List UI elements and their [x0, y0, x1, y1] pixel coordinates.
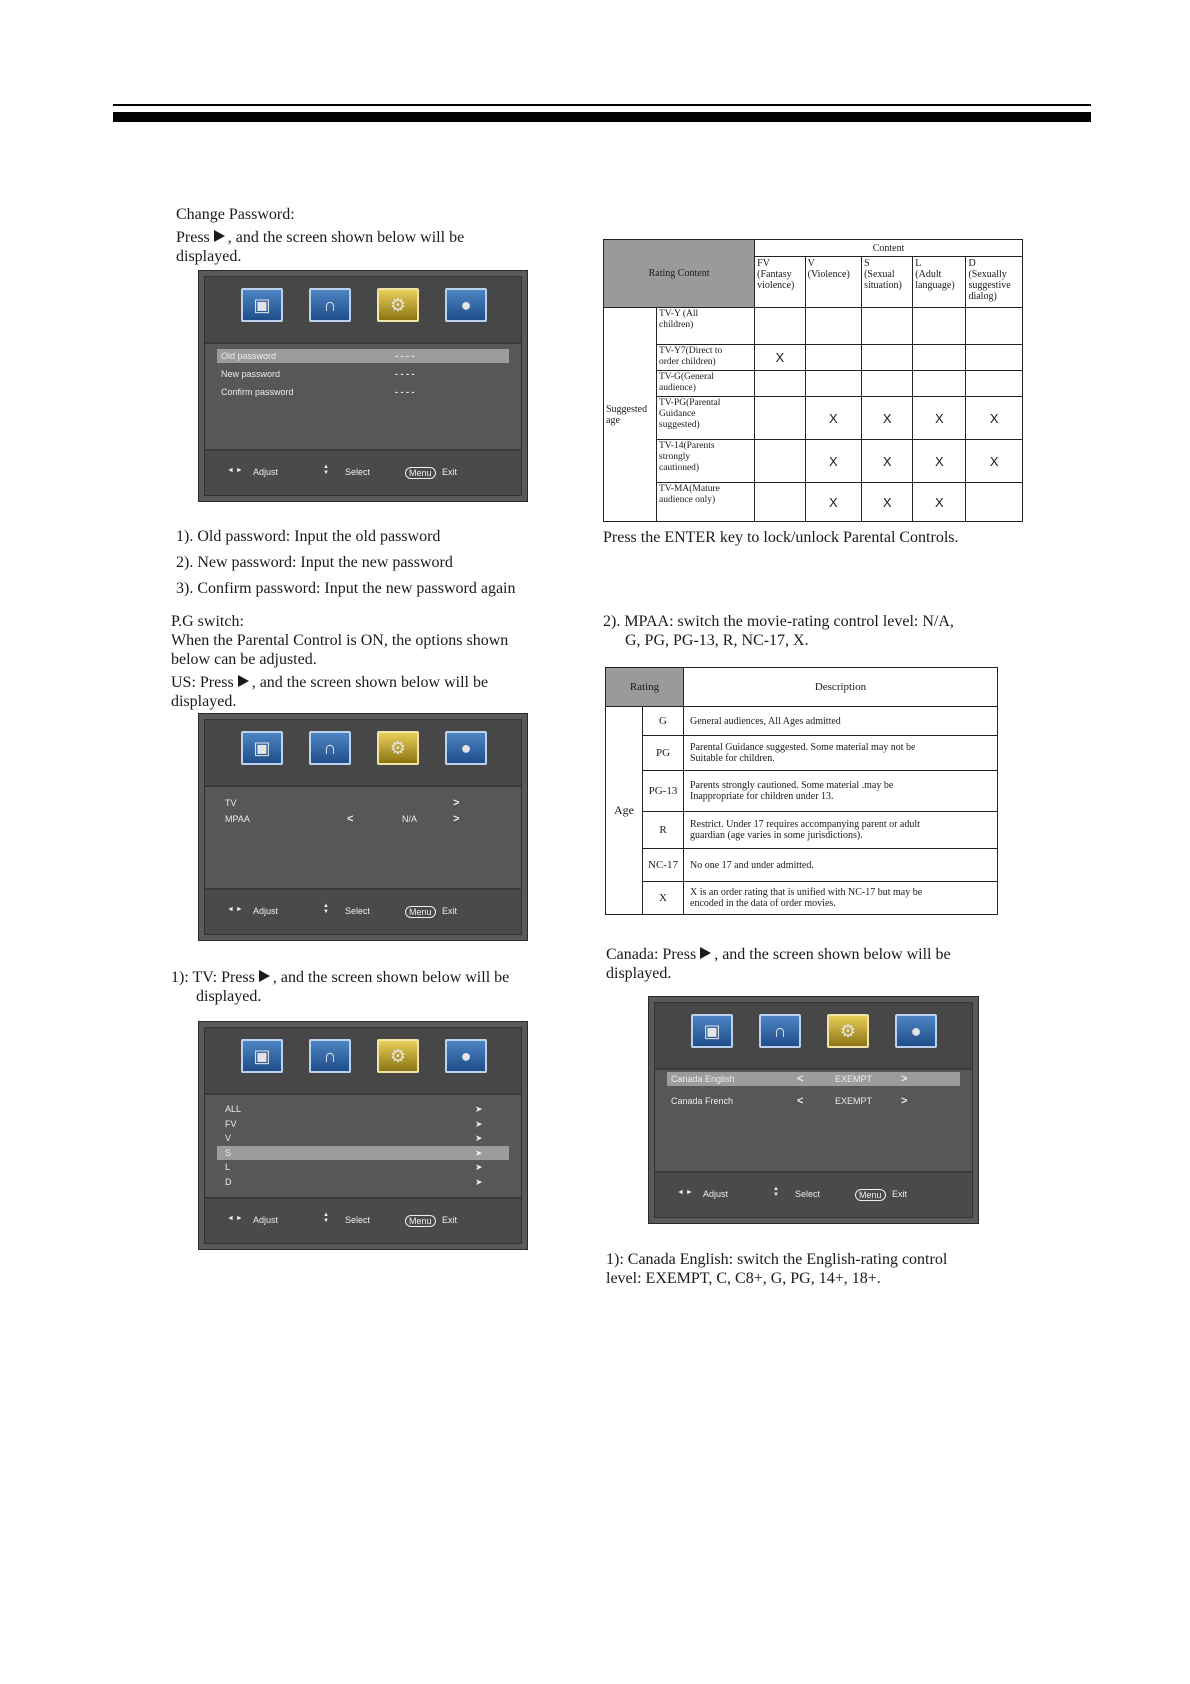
mpaa-description: 2). MPAA: switch the movie-rating control level: N/A, G, PG, PG-13, R, NC-17, X. [603, 613, 954, 649]
table-row [606, 882, 998, 915]
rating-label-line: cautioned) [659, 463, 700, 473]
globe-icon[interactable] [445, 731, 487, 765]
change-password-instruction: Press , and the screen shown below will be displayed. [176, 229, 465, 265]
description-line: No one 17 and under admitted. [690, 859, 814, 871]
headphones-icon[interactable] [309, 288, 351, 322]
content-header: Content [755, 240, 1023, 257]
content-column-header [755, 257, 806, 308]
description-line: Parents strongly cautioned. Some material .may be [690, 780, 894, 791]
camera-icon[interactable] [691, 1014, 733, 1048]
select-label: Select [345, 467, 371, 477]
rating-label-line: TV-G(General [659, 372, 715, 382]
description-line: General audiences, All Ages admitted [690, 715, 841, 727]
table-row [606, 771, 998, 812]
rating-description [684, 707, 998, 736]
rating-content-header: Rating Content [604, 240, 755, 308]
rating-label-line: TV-Y7(Direct to [659, 346, 723, 356]
osd-canada-screen [648, 996, 979, 1224]
osd-rows [655, 1070, 972, 1165]
gear-icon-glyph: ⚙ [389, 295, 407, 315]
select-arrows-icon[interactable]: ▲▼ [323, 903, 329, 915]
rating-mark [913, 371, 966, 397]
rating-mark [805, 371, 861, 397]
rating-code: NC-17 [643, 849, 684, 882]
adjust-label: Adjust [253, 467, 279, 477]
rating-label [657, 345, 755, 371]
rating-mark: X [966, 440, 1023, 483]
mpaa-rating-table [605, 667, 998, 915]
pg-line-2: below can be adjusted. [171, 651, 317, 668]
exit-label: Exit [442, 906, 458, 916]
rating-mark [805, 345, 861, 371]
osd-footer [205, 449, 521, 495]
menu-row[interactable] [217, 1117, 509, 1131]
menu-row-label: FV [225, 1118, 237, 1129]
osd-rows [205, 344, 521, 443]
gear-icon[interactable] [377, 731, 419, 765]
rating-mark: X [913, 440, 966, 483]
osd-rows [205, 1095, 521, 1191]
menu-row-label: ALL [225, 1104, 242, 1114]
table-header-row [604, 240, 1023, 257]
left-arrow-icon[interactable]: < [797, 1073, 804, 1085]
description-line: guardian (age varies in some jurisdictions). [690, 830, 863, 841]
rating-mark [966, 345, 1023, 371]
rating-mark: X [805, 397, 861, 440]
menu-row-label: Canada French [671, 1096, 734, 1106]
menu-row-value: N/A [402, 814, 418, 824]
rating-description [684, 882, 998, 915]
adjust-label: Adjust [253, 1215, 279, 1225]
right-triangle-icon [259, 970, 270, 982]
osd-change-password-screen [198, 270, 528, 502]
column-desc1: (Fantasy [757, 269, 792, 280]
left-arrow-icon[interactable]: < [347, 813, 354, 825]
table-header-row [606, 668, 998, 707]
right-triangle-icon [238, 675, 249, 687]
camera-icon-glyph: ▣ [253, 1046, 271, 1066]
right-arrow-icon[interactable]: > [901, 1095, 908, 1107]
rating-mark [966, 371, 1023, 397]
rating-label-line: TV-14(Parents [659, 441, 715, 451]
chevron-right-icon[interactable]: ➤ [475, 1176, 483, 1187]
password-mask: - - - - [395, 369, 415, 379]
table-row [604, 345, 1023, 371]
globe-icon-glyph: ● [460, 1046, 472, 1066]
rating-mark [966, 308, 1023, 345]
osd-us-screen [198, 713, 528, 941]
rating-label [657, 371, 755, 397]
column-desc2: violence) [757, 280, 795, 291]
exit-label: Exit [892, 1189, 908, 1199]
password-mask: - - - - [395, 351, 415, 361]
column-code: D [968, 258, 976, 269]
pg-line-1: When the Parental Control is ON, the options shown [171, 632, 509, 649]
rating-mark [755, 397, 806, 440]
rating-code: PG-13 [643, 771, 684, 812]
rating-description [684, 812, 998, 849]
suggested-age-label: Suggested age [604, 308, 657, 522]
description-line: encoded in the data of order movies. [690, 898, 836, 909]
camera-icon-glyph: ▣ [253, 295, 271, 315]
column-desc3: dialog) [968, 291, 997, 302]
right-arrow-icon[interactable]: > [901, 1073, 908, 1085]
gear-icon[interactable] [377, 1039, 419, 1073]
step-old-password: 1). Old password: Input the old password [176, 528, 441, 545]
select-arrows-icon[interactable]: ▲▼ [323, 1212, 329, 1224]
column-code: L [915, 258, 922, 269]
rating-label-line: audience) [659, 383, 696, 393]
rating-mark [913, 308, 966, 345]
osd-rows [205, 787, 521, 882]
description-line: Suitable for children. [690, 753, 775, 764]
rating-label [657, 308, 755, 345]
content-column-header [862, 257, 913, 308]
osd-icon-bar [655, 1003, 972, 1070]
rating-mark: X [755, 345, 806, 371]
rating-mark [862, 371, 913, 397]
camera-icon-glyph: ▣ [703, 1021, 721, 1041]
menu-row[interactable] [217, 367, 509, 381]
rating-mark [913, 345, 966, 371]
menu-row-label: MPAA [225, 814, 250, 824]
rating-label [657, 483, 755, 522]
chevron-right-icon[interactable]: ➤ [475, 1118, 483, 1129]
osd-footer [205, 1197, 521, 1243]
osd-footer [655, 1171, 972, 1217]
chevron-right-icon[interactable]: ➤ [475, 1162, 483, 1172]
gear-icon-glyph: ⚙ [389, 738, 407, 758]
menu-row-label: L [225, 1162, 231, 1172]
description-line: Parental Guidance suggested. Some material may not be [690, 742, 916, 753]
rating-description [684, 849, 998, 882]
menu-key-icon[interactable]: Menu [855, 1189, 886, 1201]
menu-row-label: V [225, 1133, 232, 1143]
adjust-arrows-icon[interactable]: ◄ ► [227, 906, 243, 913]
enter-note: Press the ENTER key to lock/unlock Parental Controls. [603, 529, 959, 546]
table-row [604, 308, 1023, 345]
right-arrow-icon[interactable]: > [453, 797, 460, 809]
rating-mark: X [805, 440, 861, 483]
table-row [606, 736, 998, 771]
chevron-right-icon[interactable]: ➤ [475, 1104, 483, 1114]
step-new-password: 2). New password: Input the new password [176, 554, 453, 571]
rating-label-line: suggested) [659, 420, 700, 430]
description-line: Restrict. Under 17 requires accompanying parent or adult [690, 819, 920, 830]
osd-icon-bar [205, 720, 521, 787]
menu-row[interactable] [217, 1175, 509, 1189]
globe-icon-glyph: ● [460, 295, 472, 315]
osd-tv-screen [198, 1021, 528, 1250]
globe-icon[interactable] [445, 1039, 487, 1073]
adjust-label: Adjust [703, 1189, 729, 1199]
gear-icon[interactable] [827, 1014, 869, 1048]
rating-code: X [643, 882, 684, 915]
table-row [606, 812, 998, 849]
adjust-arrows-icon[interactable]: ◄ ► [227, 1215, 243, 1222]
menu-row[interactable] [217, 1160, 509, 1174]
headphones-icon-glyph: ∩ [323, 295, 337, 315]
globe-icon[interactable] [445, 288, 487, 322]
rating-label-line: children) [659, 320, 694, 330]
rating-label-line: Guidance [659, 409, 696, 419]
chevron-right-icon[interactable]: ➤ [475, 1147, 483, 1158]
headphones-icon[interactable] [309, 1039, 351, 1073]
canada-english-description: 1): Canada English: switch the English-rating control level: EXEMPT, C, C8+, G, PG, 14+, 18+. [606, 1251, 948, 1287]
description-line: Inappropriate for children under 13. [690, 791, 834, 802]
rating-description [684, 736, 998, 771]
rating-mark [755, 371, 806, 397]
table-row [604, 397, 1023, 440]
adjust-arrows-icon[interactable]: ◄ ► [677, 1189, 693, 1196]
column-desc2: language) [915, 280, 955, 291]
rating-mark: X [862, 440, 913, 483]
change-password-heading: Change Password: [176, 206, 295, 223]
menu-row-label: Old password [221, 351, 277, 361]
select-label: Select [345, 1215, 371, 1225]
menu-row-label: Canada English [671, 1074, 735, 1084]
camera-icon-glyph: ▣ [253, 738, 271, 758]
rating-mark [755, 483, 806, 522]
menu-row[interactable] [667, 1094, 960, 1108]
menu-row[interactable] [217, 1102, 509, 1116]
canada-instruction: Canada: Press , and the screen shown below will be displayed. [606, 946, 951, 982]
rating-mark: X [862, 397, 913, 440]
column-code: FV [757, 258, 770, 269]
select-arrows-icon[interactable]: ▲▼ [773, 1186, 779, 1198]
rating-description [684, 771, 998, 812]
header-rule-thin [113, 104, 1091, 106]
rating-label [657, 397, 755, 440]
rating-code: PG [643, 736, 684, 771]
headphones-icon[interactable] [759, 1014, 801, 1048]
pg-switch-section [171, 612, 508, 669]
rating-label [657, 440, 755, 483]
camera-icon[interactable] [241, 1039, 283, 1073]
menu-key-icon[interactable]: Menu [405, 906, 436, 918]
rating-label-line: audience only) [659, 495, 716, 505]
right-arrow-icon[interactable]: > [453, 813, 460, 825]
menu-key-icon[interactable]: Menu [405, 1215, 436, 1227]
rating-mark [755, 440, 806, 483]
rating-label-line: TV-PG(Parental [659, 398, 721, 408]
exit-label: Exit [442, 1215, 458, 1225]
column-desc1: (Adult [915, 269, 942, 280]
headphones-icon[interactable] [309, 731, 351, 765]
rating-mark: X [966, 397, 1023, 440]
menu-row-label: Confirm password [221, 387, 294, 397]
menu-row[interactable] [217, 812, 509, 826]
rating-code: R [643, 812, 684, 849]
headphones-icon-glyph: ∩ [323, 1046, 337, 1066]
password-mask: - - - - [395, 387, 415, 397]
column-code: V [807, 258, 815, 269]
us-instruction: US: Press , and the screen shown below will be displayed. [171, 674, 489, 710]
headphones-icon-glyph: ∩ [323, 738, 337, 758]
column-desc2: situation) [864, 280, 902, 291]
right-triangle-icon [214, 230, 225, 242]
rating-code: G [643, 707, 684, 736]
header-rule-thick [113, 112, 1091, 122]
menu-row-value: EXEMPT [835, 1096, 873, 1106]
menu-row[interactable] [667, 1072, 960, 1086]
menu-row[interactable] [217, 1146, 509, 1160]
rating-label-line: strongly [659, 452, 691, 462]
pg-heading: P.G switch: [171, 613, 244, 630]
camera-icon[interactable] [241, 288, 283, 322]
rating-mark: X [862, 483, 913, 522]
gear-icon-glyph: ⚙ [839, 1021, 857, 1041]
column-desc1: (Sexually [968, 269, 1007, 280]
menu-row[interactable] [217, 1131, 509, 1145]
table-row [606, 707, 998, 736]
gear-icon[interactable] [377, 288, 419, 322]
rating-mark [755, 308, 806, 345]
menu-row[interactable] [217, 385, 509, 399]
table-row [604, 483, 1023, 522]
rating-mark [966, 483, 1023, 522]
rating-label-line: TV-Y (All [659, 309, 699, 319]
osd-icon-bar [205, 277, 521, 344]
menu-row-value: EXEMPT [835, 1074, 873, 1084]
menu-key-icon[interactable]: Menu [405, 467, 436, 479]
password-steps [176, 524, 516, 602]
rating-label-line: order children) [659, 357, 716, 367]
rating-label-line: TV-MA(Mature [659, 484, 720, 494]
age-label: Age [606, 707, 643, 915]
globe-icon[interactable] [895, 1014, 937, 1048]
menu-row-label: S [225, 1147, 232, 1158]
osd-footer [205, 888, 521, 934]
table-row [604, 371, 1023, 397]
rating-mark [805, 308, 861, 345]
step-confirm-password: 3). Confirm password: Input the new password again [176, 580, 516, 597]
rating-mark: X [913, 483, 966, 522]
chevron-right-icon[interactable]: ➤ [475, 1133, 483, 1143]
menu-row[interactable] [217, 796, 509, 810]
exit-label: Exit [442, 467, 458, 477]
menu-row[interactable] [217, 349, 509, 363]
select-label: Select [345, 906, 371, 916]
column-desc1: (Sexual [864, 269, 895, 280]
menu-row-label: TV [225, 798, 237, 808]
adjust-label: Adjust [253, 906, 279, 916]
osd-icon-bar [205, 1028, 521, 1095]
globe-icon-glyph: ● [910, 1021, 922, 1041]
rating-mark [862, 308, 913, 345]
column-desc1: (Violence) [807, 269, 850, 280]
table-row [606, 849, 998, 882]
rating-mark [862, 345, 913, 371]
camera-icon[interactable] [241, 731, 283, 765]
column-code: S [864, 258, 870, 269]
select-arrows-icon[interactable]: ▲▼ [323, 464, 329, 476]
description-line: X is an order rating that is unified with NC-17 but may be [690, 887, 923, 898]
globe-icon-glyph: ● [460, 738, 472, 758]
menu-row-label: New password [221, 369, 281, 379]
select-label: Select [795, 1189, 821, 1199]
content-column-header [913, 257, 966, 308]
rating-header: Rating [606, 668, 684, 707]
rating-mark: X [805, 483, 861, 522]
description-header: Description [684, 668, 998, 707]
tv-instruction: 1): TV: Press , and the screen shown below will be displayed. [171, 969, 510, 1005]
content-column-header [966, 257, 1023, 308]
rating-mark: X [913, 397, 966, 440]
content-column-header [805, 257, 861, 308]
menu-row-label: D [225, 1176, 232, 1187]
tv-rating-table [603, 239, 1023, 522]
adjust-arrows-icon[interactable]: ◄ ► [227, 467, 243, 474]
right-triangle-icon [700, 947, 711, 959]
column-desc2: suggestive [968, 280, 1011, 291]
headphones-icon-glyph: ∩ [773, 1021, 787, 1041]
left-arrow-icon[interactable]: < [797, 1095, 804, 1107]
table-row [604, 440, 1023, 483]
gear-icon-glyph: ⚙ [389, 1046, 407, 1066]
